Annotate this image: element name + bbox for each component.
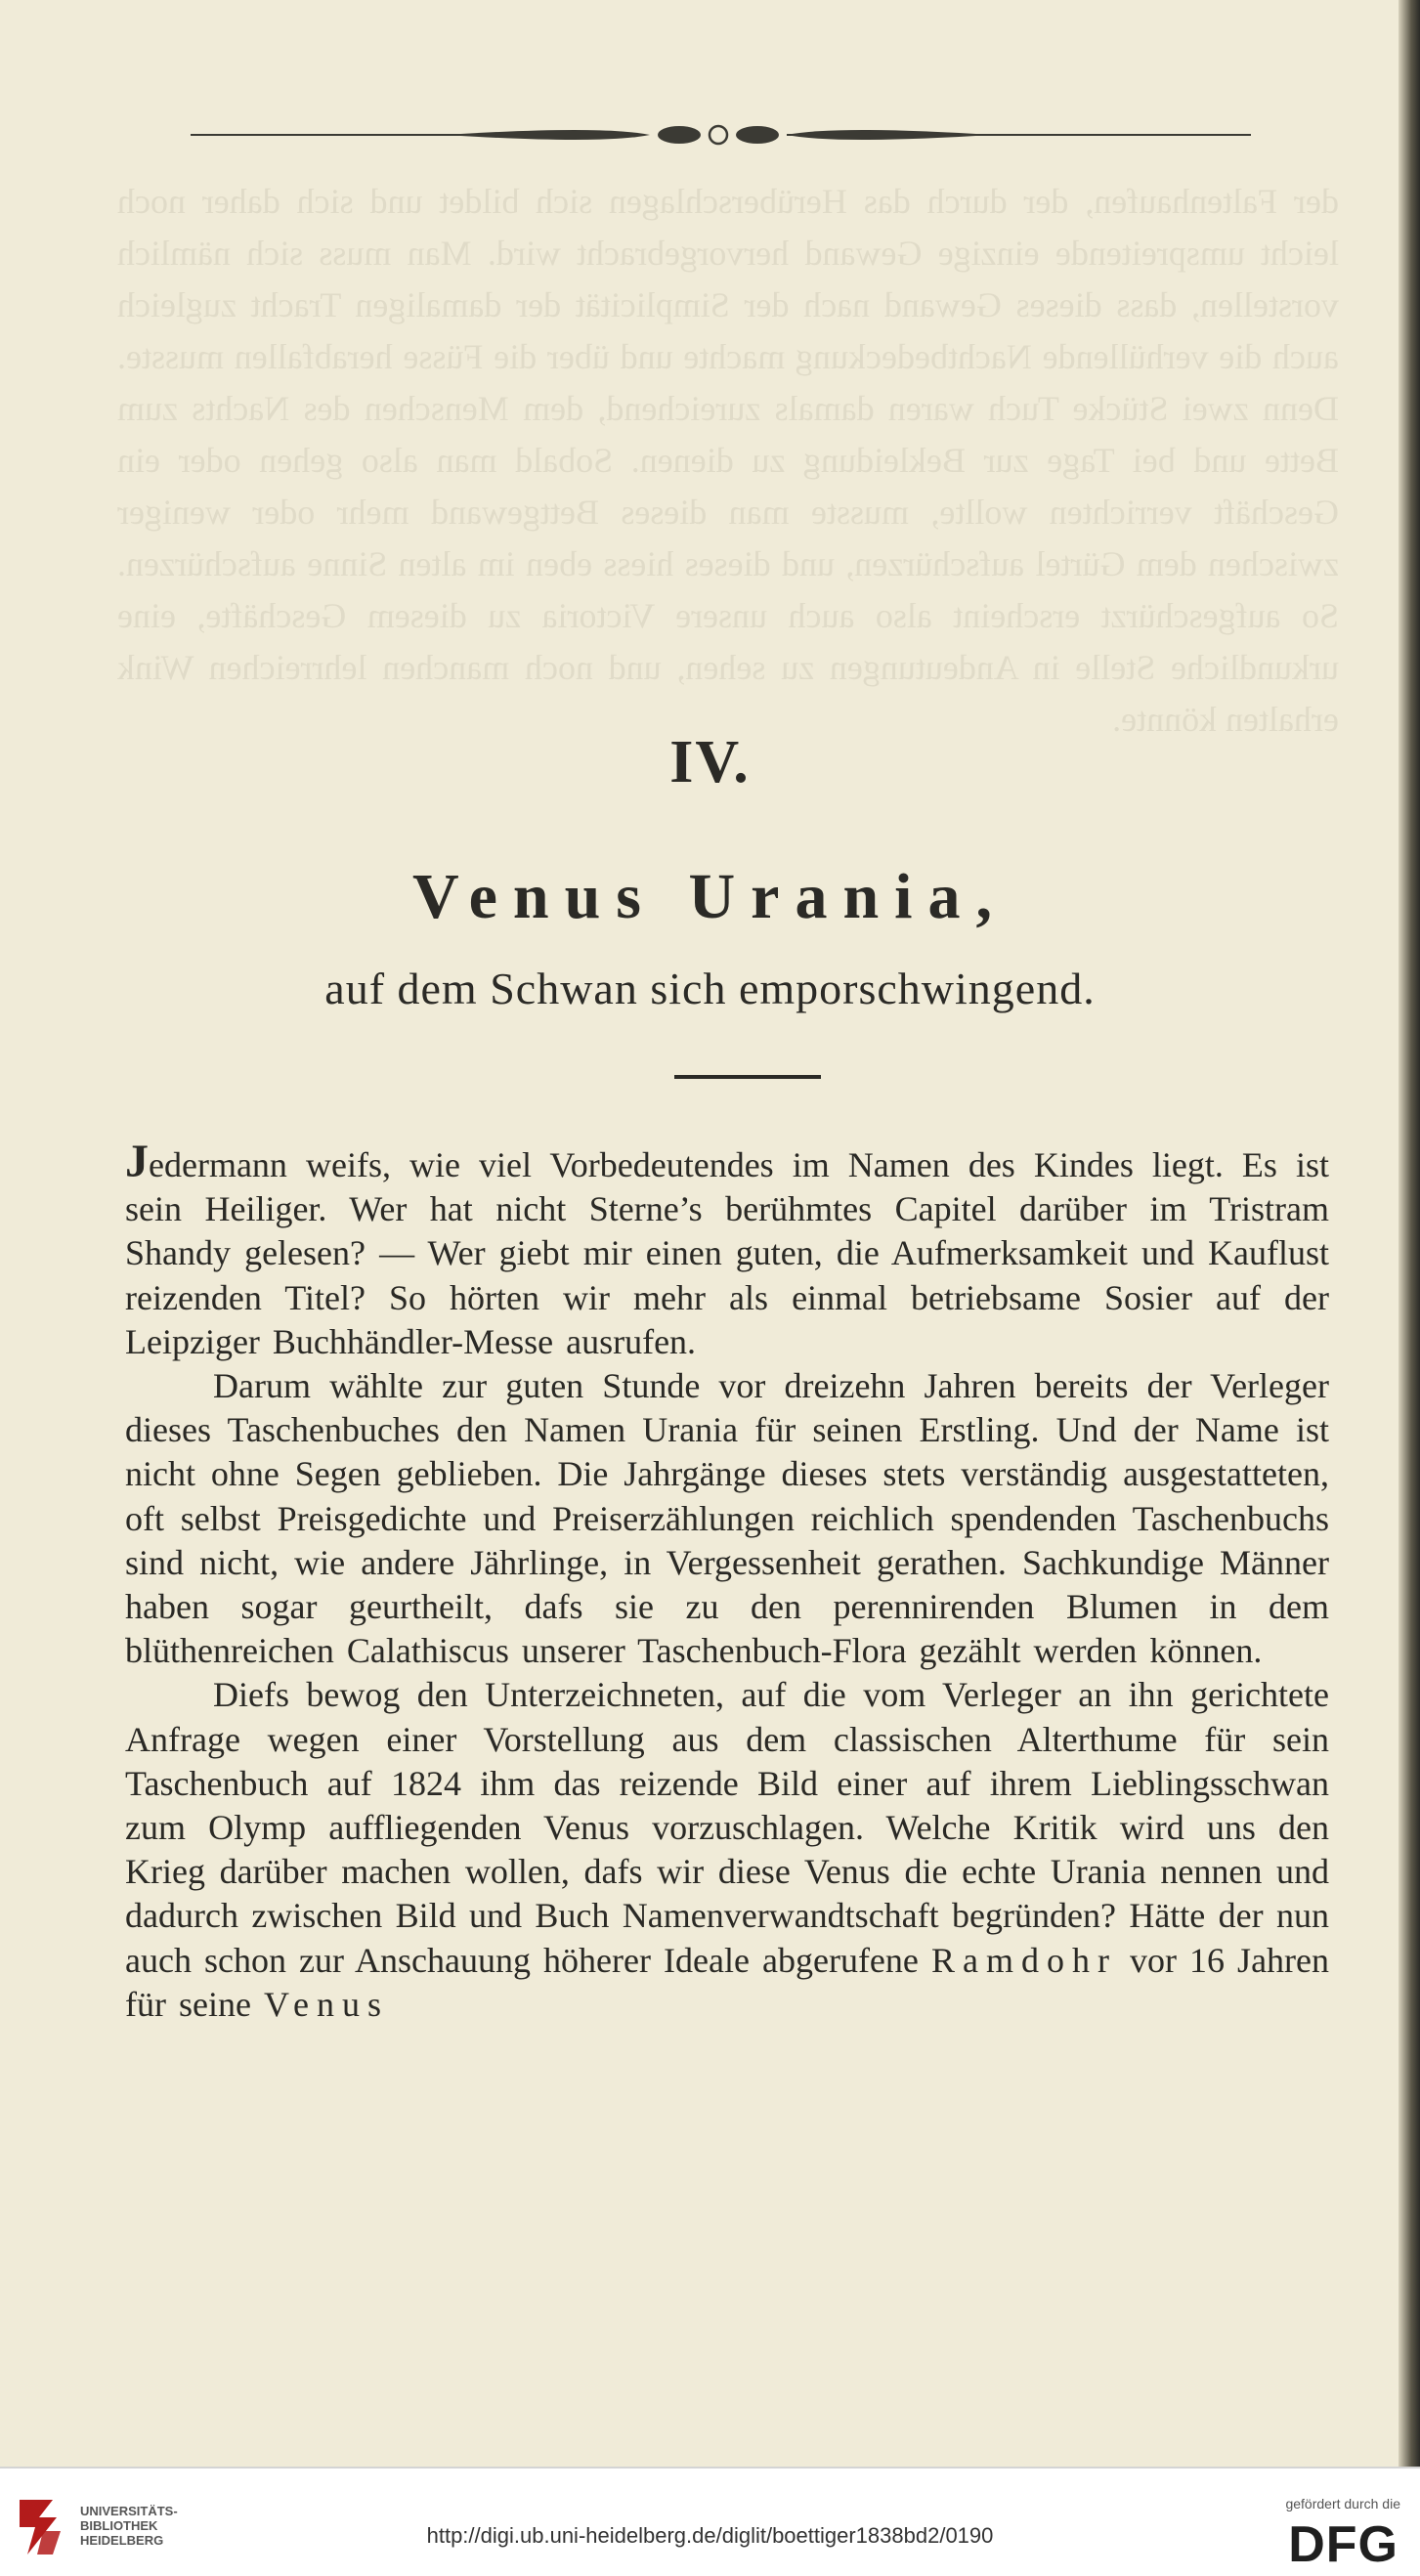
chapter-number: IV. — [669, 729, 751, 795]
body-text — [125, 1136, 1330, 2027]
bleed-through-text: der Faltenhaufen, der durch das Herüberschlagen sich bildet und sich daher noch leicht umspreitende einzige Gewand hervorgebracht wird. Man muss sich nämlich vorstellen, dass dieses Gewand nach der Simplicität der damaligen Tracht zugleich auch die verhüllende Nachtbedeckung machte und über die Füsse herabfallen musste. Denn zwei Stücke Tuch waren damals zureichend, dem Menschen des Nachts zum Bette und bei Tage zur Bekleidung zu dienen. Sobald man also gehen oder ein Geschäft verrichten wollte, musste man dieses Bettgewand mehr oder weniger zwischen dem Gürtel aufschürzen, und dieses hiess eben im alten Sinne aufschürzen. So aufgeschürzt erscheint also auch unsere Victoria zu diesem Geschäfte, eine urkundliche Stelle in Andeutungen zu sehen, und noch manchen lehrreichen Wink erhalten könnte. — [117, 182, 1339, 739]
name-ramdohr: Ramdohr — [930, 1940, 1117, 1980]
paragraph-3-text: Diefs bewog den Unterzeichneten, auf die vom Verleger an ihn gerichtete Anfrage wegen einer Vorstellung aus dem classischen Alterthume für sein Taschenbuch auf 1824 ihm das reizende Bild einer auf ihrem Lieblingsschwan zum Olymp auffliegenden Venus vorzuschlagen. Welche Kritik wird uns den Krieg darüber machen wollen, dafs wir diese Venus die echte Urania nennen und dadurch zwischen Bild und Buch Namenverwandtschaft begründen? Hätte der nun auch schon zur Anschauung höherer Ideale abgerufene — [125, 1675, 1329, 1980]
paragraph-1-text: edermann weifs, wie viel Vorbedeutendes im Namen des Kindes liegt. Es ist sein Heiliger. Wer hat nicht Sterne’s berühmtes Capitel darüber im Tristram Shandy gelesen? — Wer giebt mir einen guten, die Aufmerksamkeit und Kauflust reizenden Titel? So hörten wir mehr als einmal betriebsame Sosier auf der Leipziger Buchhändler-Messe ausrufen. — [125, 1145, 1329, 1361]
page-edge — [1398, 0, 1420, 2467]
title-rule — [674, 1075, 821, 1079]
chapter-subtitle: auf dem Schwan sich emporschwingend. — [324, 964, 1096, 1013]
permalink-url[interactable]: http://digi.ub.uni-heidelberg.de/diglit/boettiger1838bd2/0190 — [426, 2523, 994, 2548]
paragraph-3-mid: vor 16 Jahren für seine — [125, 1940, 1330, 2024]
word-venus: Venus — [263, 1984, 389, 2024]
paragraph-3 — [125, 1673, 1329, 2027]
institution-name[interactable]: UNIVERSITÄTS- BIBLIOTHEK HEIDELBERG — [80, 2504, 178, 2548]
drop-initial: J — [125, 1136, 149, 1187]
dfg-logo[interactable]: DFG — [1288, 2516, 1398, 2573]
funded-by-label: gefördert durch die — [1285, 2496, 1400, 2512]
paragraph-1 — [125, 1136, 1329, 1364]
footer-bar — [0, 2467, 1420, 2576]
header-ornament — [191, 115, 1251, 154]
paragraph-2: Darum wählte zur guten Stunde vor dreizehn Jahren bereits der Verleger dieses Taschenbuches den Namen Urania für seinen Erstling. Und der Name ist nicht ohne Segen geblieben. Die Jahrgänge dieses stets verständig ausgestatteten, oft selbst Preisgedichte und Preiserzählungen reichlich spendenden Taschenbuchs sind nicht, wie andere Jährlinge, in Vergessenheit gerathen. Sachkundige Männer haben sogar geurtheilt, dafs sie zu den perennirenden Blumen in dem blüthenreichen Calathiscus unserer Taschenbuch-Flora gezählt werden können. — [125, 1366, 1329, 1671]
chapter-title: Venus Urania, — [412, 861, 1008, 932]
